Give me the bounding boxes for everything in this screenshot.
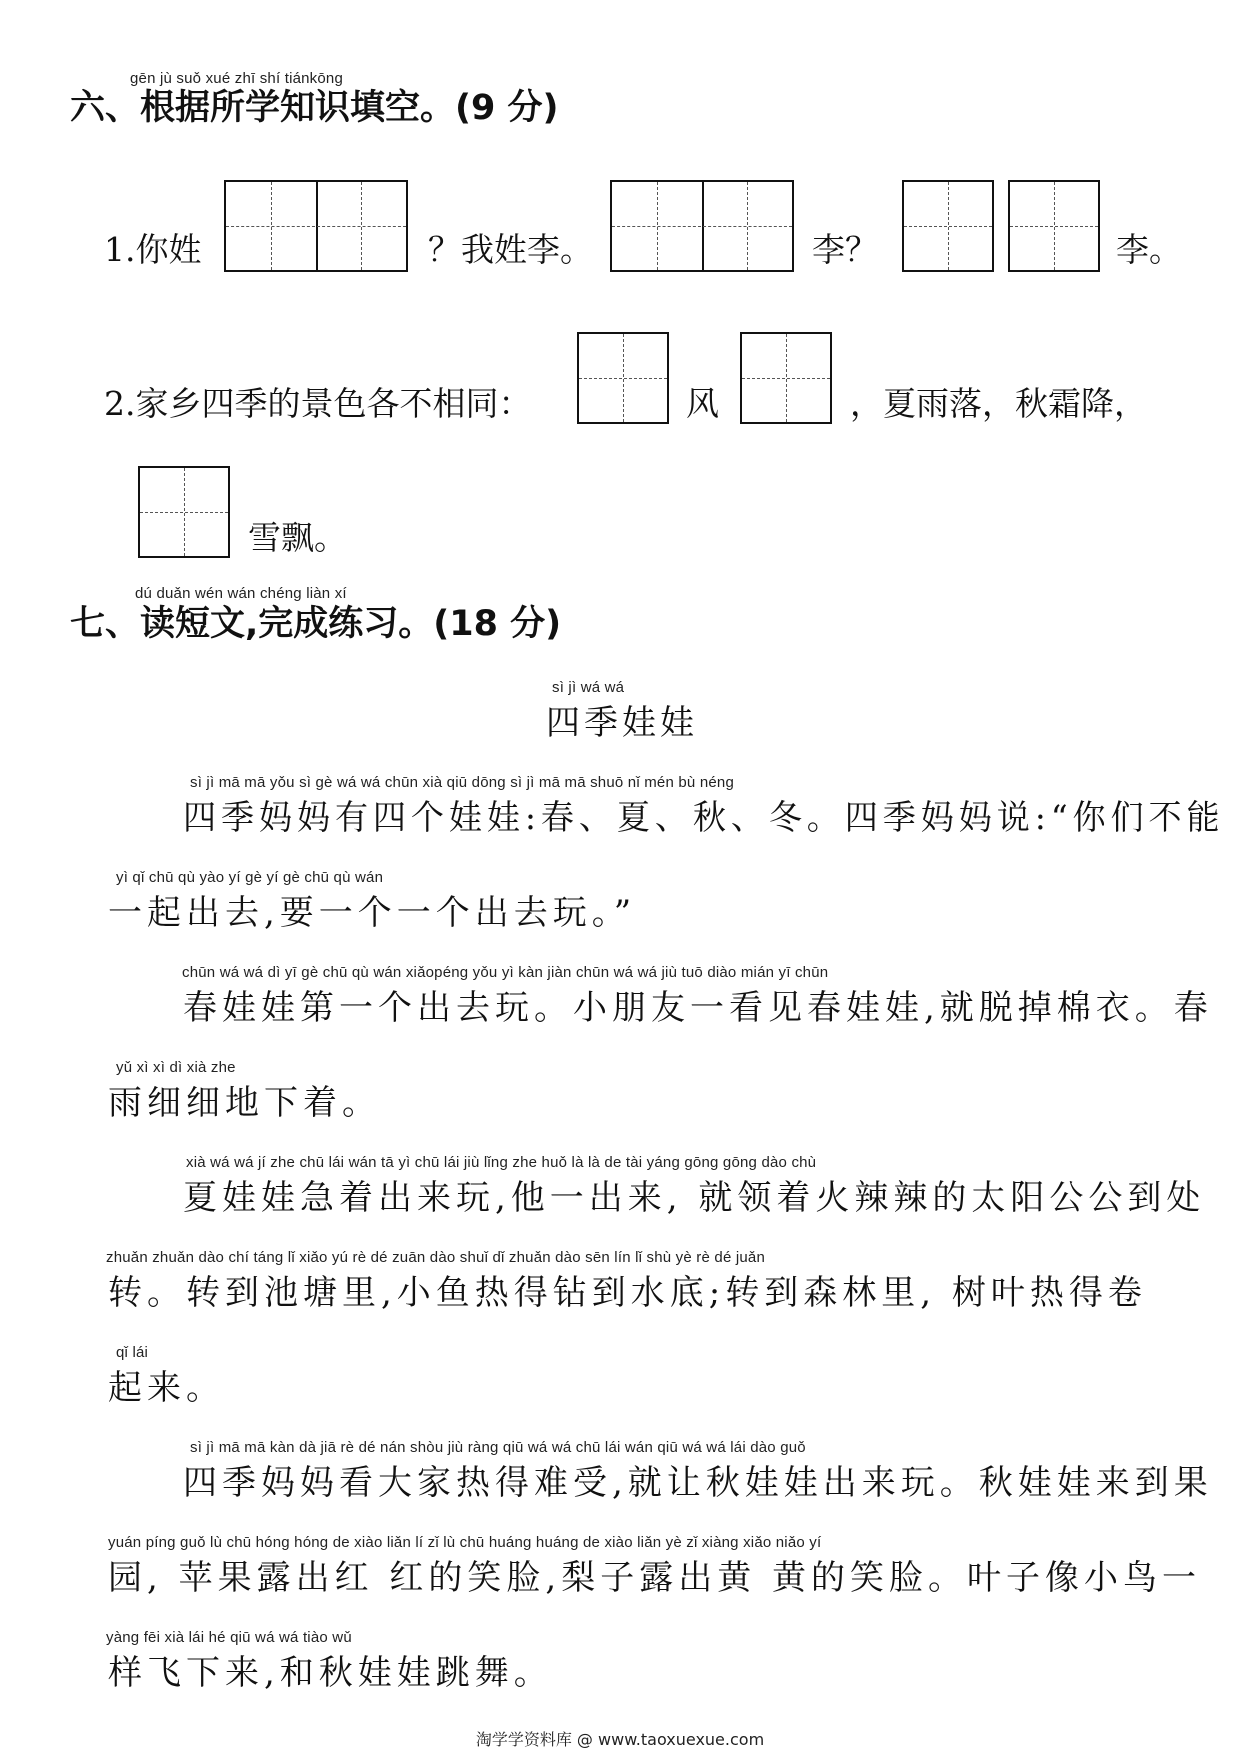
answer-box-q1-c[interactable] (902, 180, 994, 272)
story-title-pinyin: sì jì wá wá (552, 679, 625, 696)
story-title: 四季娃娃 (546, 703, 698, 743)
line-4-pinyin: yǔ xì xì dì xià zhe (116, 1059, 236, 1076)
line-10-pinyin: yàng fēi xià lái hé qiū wá wá tiào wǔ (106, 1629, 352, 1646)
q2-label: 2.家乡四季的景色各不相同： (104, 384, 532, 423)
answer-box-q2-summer[interactable] (740, 332, 832, 424)
answer-grid-q1-a[interactable] (224, 180, 408, 272)
line-4-text: 雨细细地下着。 (108, 1083, 381, 1123)
section7-heading: 七、读短文,完成练习。(18 分) (70, 604, 562, 644)
line-7-text: 起来。 (108, 1368, 225, 1408)
line-6-pinyin: zhuǎn zhuǎn dào chí táng lǐ xiǎo yú rè dé zuān dào shuǐ dǐ zhuǎn dào sēn lín lǐ shù yè rè dé juǎn (106, 1249, 766, 1266)
section7-pinyin: dú duǎn wén wán chéng liàn xí (135, 585, 347, 602)
q1-label: 1.你姓 (104, 230, 202, 269)
q1-end: 李。 (1116, 230, 1182, 269)
q2-rest: ，夏雨落，秋霜降， (850, 384, 1147, 423)
answer-box-q2-spring[interactable] (577, 332, 669, 424)
line-7-pinyin: qǐ lái (116, 1344, 149, 1361)
q1-mid2: 李？ (812, 230, 878, 269)
q1-mid1: ？我姓李。 (428, 230, 593, 269)
line-6-text: 转。转到池塘里,小鱼热得钻到水底;转到森林里, 树叶热得卷 (108, 1273, 1147, 1313)
answer-grid-q1-b[interactable] (610, 180, 794, 272)
line-10-text: 样飞下来,和秋娃娃跳舞。 (108, 1653, 553, 1693)
answer-box-q1-d[interactable] (1008, 180, 1100, 272)
line-8-text: 四季妈妈看大家热得难受,就让秋娃娃出来玩。秋娃娃来到果 (183, 1463, 1213, 1503)
section6-heading: 六、根据所学知识填空。(9 分) (70, 88, 559, 128)
line-9-text: 园, 苹果露出红 红的笑脸,梨子露出黄 黄的笑脸。叶子像小鸟一 (108, 1558, 1202, 1598)
answer-box-q2-winter[interactable] (138, 466, 230, 558)
line-2-pinyin: yì qǐ chū qù yào yí gè yí gè chū qù wán (116, 869, 384, 886)
q2-end: 雪飘。 (248, 518, 347, 557)
line-5-text: 夏娃娃急着出来玩,他一出来, 就领着火辣辣的太阳公公到处 (183, 1178, 1206, 1218)
line-3-pinyin: chūn wá wá dì yī gè chū qù wán xiǎopéng yǒu yì kàn jiàn chūn wá wá jiù tuō diào mián yī chūn (182, 964, 829, 981)
line-1-text: 四季妈妈有四个娃娃:春、夏、秋、冬。四季妈妈说:“你们不能 (183, 798, 1225, 838)
line-5-pinyin: xià wá wá jí zhe chū lái wán tā yì chū lái jiù lǐng zhe huǒ là là de tài yáng gōng gōng dào chù (186, 1154, 817, 1171)
line-1-pinyin: sì jì mā mā yǒu sì gè wá wá chūn xià qiū dōng sì jì mā mā shuō nǐ mén bù néng (190, 774, 735, 791)
line-2-text: 一起出去,要一个一个出去玩。” (108, 893, 637, 933)
footer-watermark: 淘学学资料库 @ www.taoxuexue.com (475, 1730, 765, 1749)
q2-wind: 风 (686, 384, 719, 423)
line-3-text: 春娃娃第一个出去玩。小朋友一看见春娃娃,就脱掉棉衣。春 (183, 988, 1213, 1028)
section6-pinyin: gēn jù suǒ xué zhī shí tiánkōng (130, 70, 344, 87)
line-8-pinyin: sì jì mā mā kàn dà jiā rè dé nán shòu jiù ràng qiū wá wá chū lái wán qiū wá wá lái dào guǒ (190, 1439, 806, 1456)
line-9-pinyin: yuán píng guǒ lù chū hóng hóng de xiào liǎn lí zǐ lù chū huáng huáng de xiào liǎn yè zǐ xiàng xiǎo niǎo yí (108, 1534, 822, 1551)
